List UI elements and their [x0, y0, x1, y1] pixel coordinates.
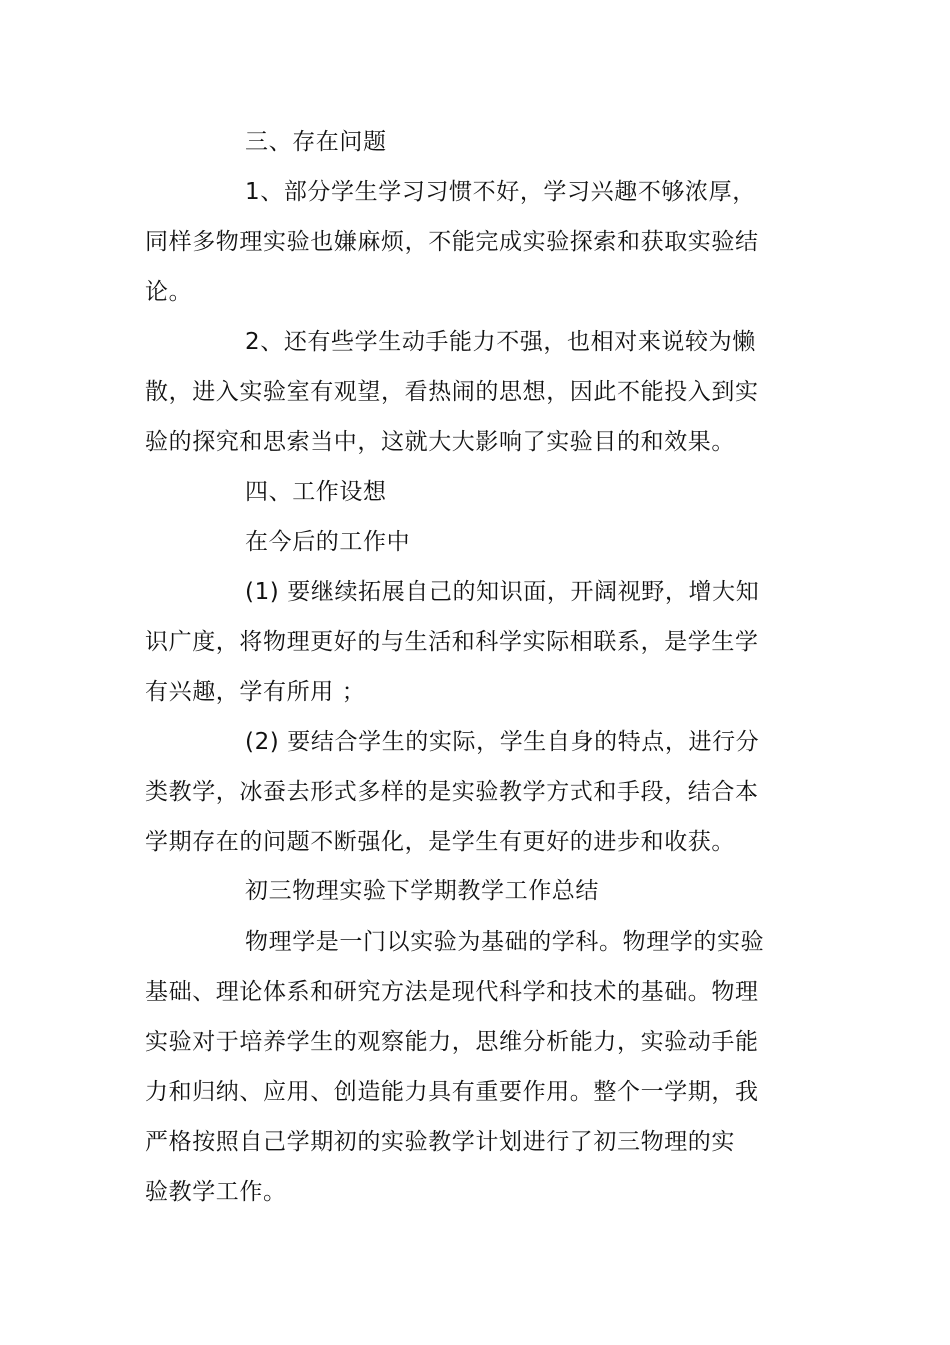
paragraph-line: 论。 — [145, 279, 193, 305]
paragraph-line: 严格按照自己学期初的实验教学计划进行了初三物理的实 — [145, 1129, 735, 1155]
paragraph-line: 有兴趣，学有所用 ； — [145, 679, 366, 705]
paragraph-line: 验教学工作。 — [145, 1179, 287, 1205]
paragraph-line: 在今后的工作中 — [245, 529, 411, 555]
paragraph-line: 物理学是一门以实验为基础的学科。物理学的实验 — [245, 929, 765, 955]
paragraph-line: 基础、理论体系和研究方法是现代科学和技术的基础。物理 — [145, 979, 759, 1005]
paragraph-line: 实验对于培养学生的观察能力，思维分析能力，实验动手能 — [145, 1029, 759, 1055]
paragraph-line: 散，进入实验室有观望，看热闹的思想，因此不能投入到实 — [145, 379, 759, 405]
paragraph-line: 1、部分学生学习习惯不好，学习兴趣不够浓厚， — [245, 179, 756, 205]
paragraph-line: 同样多物理实验也嫌麻烦，不能完成实验探索和获取实验结 — [145, 229, 759, 255]
paragraph-line: 验的探究和思索当中，这就大大影响了实验目的和效果。 — [145, 429, 735, 455]
document-title: 初三物理实验下学期教学工作总结 — [245, 878, 599, 904]
paragraph-line: (1) 要继续拓展自己的知识面，开阔视野，增大知 — [245, 579, 760, 605]
section-heading-problems: 三、存在问题 — [245, 129, 387, 155]
paragraph-line: 识广度，将物理更好的与生活和科学实际相联系，是学生学 — [145, 629, 759, 655]
paragraph-line: 力和归纳、应用、创造能力具有重要作用。整个一学期，我 — [145, 1079, 759, 1105]
section-heading-plans: 四、工作设想 — [245, 479, 387, 505]
paragraph-line: 类教学，冰蚕去形式多样的是实验教学方式和手段，结合本 — [145, 779, 759, 805]
paragraph-line: (2) 要结合学生的实际，学生自身的特点，进行分 — [245, 729, 760, 755]
paragraph-line: 学期存在的问题不断强化，是学生有更好的进步和收获。 — [145, 829, 735, 855]
paragraph-line: 2、还有些学生动手能力不强，也相对来说较为懒 — [245, 329, 756, 355]
